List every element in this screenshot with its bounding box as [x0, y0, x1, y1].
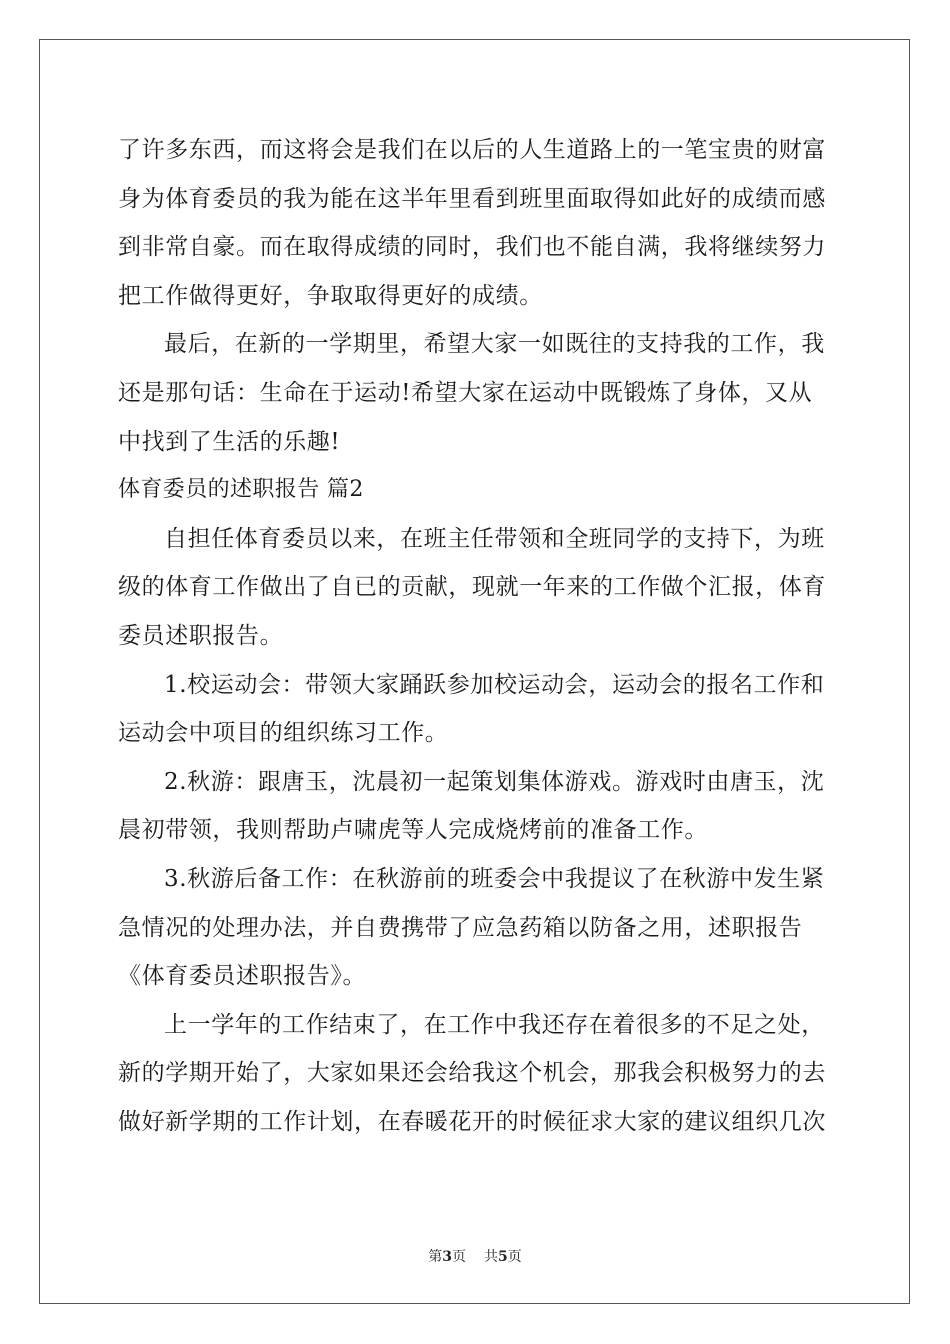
- text-line: 最后，在新的一学期里，希望大家一如既往的支持我的工作，我: [164, 331, 825, 358]
- text-line: 了许多东西，而这将会是我们在以后的人生道路上的一笔宝贵的财富: [118, 137, 826, 163]
- text-line: 委员述职报告。: [118, 622, 284, 649]
- text-line: 晨初带领，我则帮助卢啸虎等人完成烧烤前的准备工作。: [118, 817, 708, 844]
- text-line: 《体育委员述职报告》。: [118, 963, 367, 990]
- text-line: 自担任体育委员以来，在班主任带领和全班同学的支持下，为班: [164, 525, 825, 552]
- text-line: 级的体育工作做出了自已的贡献，现就一年来的工作做个汇报，体育: [118, 574, 826, 601]
- text-line: 中找到了生活的乐趣!: [118, 428, 341, 455]
- page-footer: [0, 1246, 950, 1266]
- page-number-suffix: 页: [452, 1249, 466, 1265]
- text-line: 身为体育委员的我为能在这半年里看到班里面取得如此好的成绩而感: [118, 185, 826, 212]
- text-line: 把工作做得更好，争取取得更好的成绩。: [118, 282, 543, 309]
- text-line: 上一学年的工作结束了，在工作中我还存在着很多的不足之处，: [164, 1011, 825, 1038]
- page-number-current: 3: [442, 1249, 452, 1265]
- page-total: 5: [498, 1249, 508, 1265]
- text-line: 运动会中项目的组织练习工作。: [118, 720, 449, 747]
- text-line: 做好新学期的工作计划，在春暖花开的时候征求大家的建议组织几次: [118, 1108, 826, 1135]
- text-line: 急情况的处理办法，并自费携带了应急药箱以防备之用，述职报告: [118, 914, 803, 941]
- text-line: 3.秋游后备工作：在秋游前的班委会中我提议了在秋游中发生紧: [164, 865, 825, 892]
- page-number-prefix: 第: [428, 1249, 443, 1265]
- text-line: 新的学期开始了，大家如果还会给我这个机会，那我会积极努力的去: [118, 1060, 826, 1087]
- text-line: 到非常自豪。而在取得成绩的同时，我们也不能自满，我将继续努力: [118, 234, 826, 261]
- text-line: 还是那句话：生命在于运动!希望大家在运动中既锻炼了身体，又从: [118, 379, 813, 406]
- section-heading: 体育委员的述职报告 篇2: [118, 477, 364, 503]
- text-line: 2.秋游：跟唐玉，沈晨初一起策划集体游戏。游戏时由唐玉，沈: [164, 768, 825, 795]
- text-line: 1.校运动会：带领大家踊跃参加校运动会，运动会的报名工作和: [164, 671, 825, 698]
- document-body: [118, 126, 838, 1146]
- page-total-prefix: 共: [484, 1249, 498, 1265]
- page-total-suffix: 页: [507, 1249, 522, 1265]
